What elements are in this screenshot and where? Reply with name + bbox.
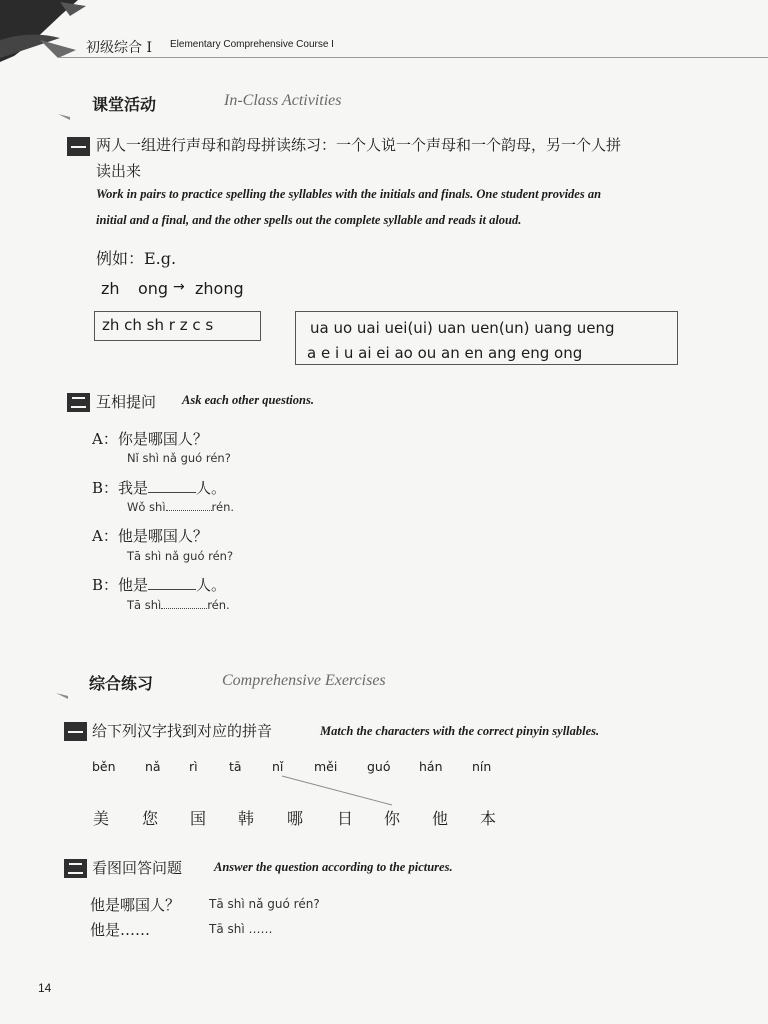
pinyin-option[interactable]: měi: [314, 759, 338, 774]
pinyin-option[interactable]: rì: [189, 759, 198, 774]
dialogue-line-2: [92, 477, 226, 498]
pinyin-option[interactable]: hán: [419, 759, 443, 774]
character-option[interactable]: 韩: [238, 809, 255, 828]
task1-instruction-cn-line2: 读出来: [96, 162, 142, 180]
section-corner-mark: [56, 693, 68, 699]
match-line: [280, 774, 400, 808]
task2-instruction-cn: 互相提问: [96, 393, 157, 411]
exercise1-instruction-cn: 给下列汉字找到对应的拼音: [92, 722, 273, 740]
task1-instruction-en-line2: initial and a final, and the other spells out the complete syllable and reads it aloud.: [96, 213, 522, 227]
character-option[interactable]: 哪: [287, 809, 304, 828]
pinyin-option[interactable]: nǎ: [145, 759, 161, 774]
answer-blank[interactable]: [148, 589, 196, 590]
exercise2-instruction-en: Answer the question according to the pictures.: [214, 860, 453, 874]
pinyin-part2: rén.: [211, 500, 235, 514]
exercise-number-badge-two: [64, 859, 87, 878]
finals-box: [295, 311, 678, 365]
pinyin-option[interactable]: nǐ: [272, 759, 284, 774]
pinyin-part2: rén.: [207, 598, 230, 612]
section-title-comprehensive-en: Comprehensive Exercises: [222, 672, 386, 689]
pinyin-part1: Tā shì: [127, 598, 162, 612]
dialogue-line-4: [92, 574, 226, 595]
dialogue-text: 他是哪国人？: [117, 527, 208, 545]
pinyin-option[interactable]: tā: [229, 759, 242, 774]
dialogue-text: 你是哪国人？: [117, 430, 208, 448]
dialogue-text-part1: 我是: [118, 479, 149, 497]
pinyin-part1: Wǒ shì: [127, 500, 166, 514]
dialogue-pinyin-2: [127, 500, 234, 514]
dialogue-pinyin-4: [127, 598, 230, 612]
question-cn: 他是哪国人？: [90, 896, 181, 914]
section-title-in-class-en: In-Class Activities: [224, 92, 342, 109]
example-label: 例如：E.g.: [96, 249, 177, 268]
dialogue-pinyin-3: Tā shì nǎ guó rén?: [127, 549, 234, 563]
dialogue-speaker: B：: [92, 576, 119, 594]
character-option[interactable]: 你: [384, 809, 401, 828]
pinyin-option[interactable]: nín: [472, 759, 492, 774]
example-arrow: →: [173, 279, 185, 295]
task1-instruction-en-line1: Work in pairs to practice spelling the syllables with the initials and finals. One student provides an: [96, 187, 602, 201]
page-number: 14: [38, 981, 52, 995]
task-number-badge-two: [67, 393, 90, 412]
task-number-badge-one: [67, 137, 90, 156]
task1-instruction-cn-line1: 两人一组进行声母和韵母拼读练习：一个人说一个声母和一个韵母，另一个人拼: [96, 136, 622, 154]
section-title-comprehensive-cn: 综合练习: [89, 674, 154, 693]
answer-cn: 他是……: [90, 921, 151, 939]
exercise2-instruction-cn: 看图回答问题: [92, 859, 183, 877]
dialogue-line-1: [92, 428, 208, 449]
dialogue-speaker: A：: [92, 430, 118, 448]
dialogue-text-part2: 人。: [196, 576, 227, 594]
character-option[interactable]: 他: [432, 809, 449, 828]
exercise1-instruction-en: Match the characters with the correct pinyin syllables.: [320, 724, 600, 738]
dialogue-line-3: [92, 525, 208, 546]
initials-list: zh ch sh r z c s: [102, 316, 214, 334]
pinyin-blank[interactable]: [161, 608, 207, 609]
answer-pinyin: Tā shì ……: [209, 922, 273, 936]
character-option[interactable]: 美: [93, 809, 110, 828]
pinyin-option[interactable]: guó: [367, 759, 391, 774]
dialogue-speaker: A：: [92, 527, 118, 545]
header-course-en: Elementary Comprehensive Course I: [170, 39, 334, 50]
pinyin-option[interactable]: běn: [92, 759, 116, 774]
question-pinyin: Tā shì nǎ guó rén?: [209, 897, 320, 911]
section-title-in-class-cn: 课堂活动: [92, 95, 157, 114]
character-option[interactable]: 国: [190, 809, 207, 828]
dialogue-speaker: B：: [92, 479, 119, 497]
dialogue-text-part2: 人。: [196, 479, 227, 497]
finals-line-1: ua uo uai uei(ui) uan uen(un) uang ueng: [310, 319, 615, 337]
finals-line-2: a e i u ai ei ao ou an en ang eng ong: [307, 344, 583, 362]
header-course-cn: 初级综合 I: [86, 40, 152, 56]
dialogue-pinyin-1: Nǐ shì nǎ guó rén?: [127, 451, 231, 465]
example-result: zhong: [195, 279, 244, 298]
dialogue-text-part1: 他是: [118, 576, 149, 594]
character-option[interactable]: 日: [337, 809, 354, 828]
header-rule: [58, 57, 768, 58]
character-option[interactable]: 您: [142, 809, 159, 828]
exercise-number-badge-one: [64, 722, 87, 741]
character-option[interactable]: 本: [480, 809, 497, 828]
example-final: ong: [138, 279, 169, 298]
task2-instruction-en: Ask each other questions.: [182, 393, 314, 407]
initials-box: [94, 311, 261, 341]
answer-blank[interactable]: [148, 492, 196, 493]
pinyin-blank[interactable]: [166, 510, 212, 511]
section-corner-mark: [58, 114, 70, 120]
example-initial: zh: [101, 279, 120, 298]
